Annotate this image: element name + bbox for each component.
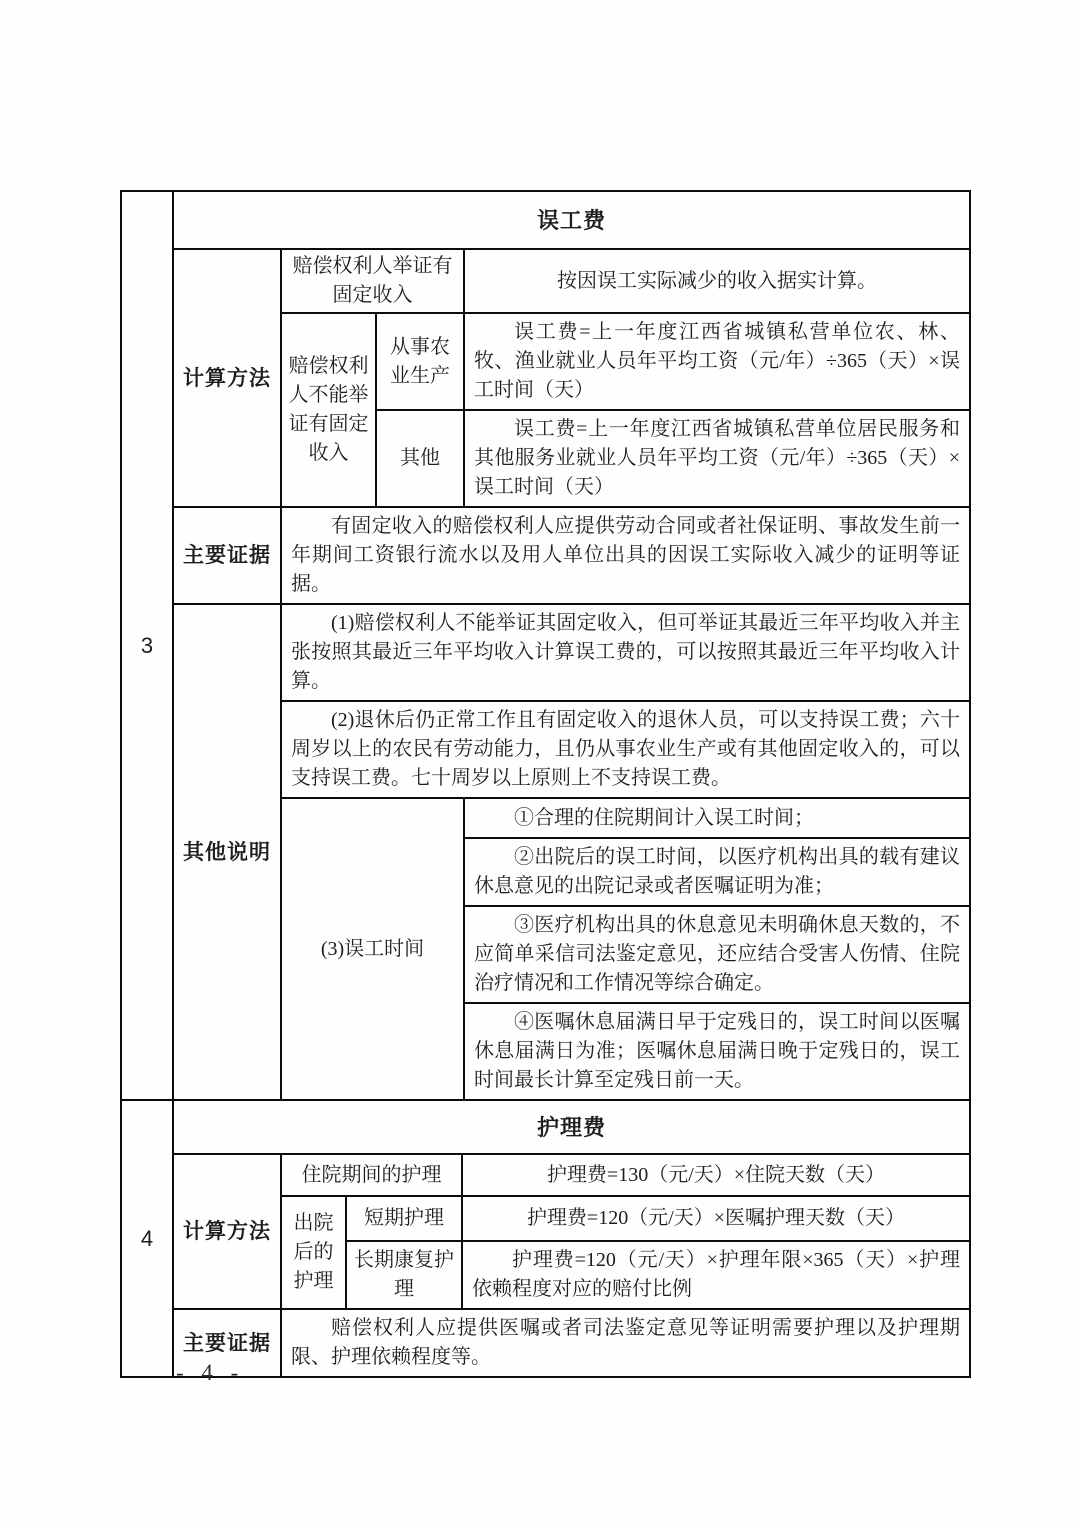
row-number-4: 4 xyxy=(121,1100,173,1377)
note-3-item-4: ④医嘱休息届满日早于定残日的，误工时间以医嘱休息届满日为准；医嘱休息届满日晚于定残日的，误工时间最长计算至定残日前一天。 xyxy=(464,1003,970,1100)
calc-method-label-2: 计算方法 xyxy=(173,1154,281,1309)
note-1: (1)赔偿权利人不能举证其固定收入，但可举证其最近三年平均收入并主张按照其最近三年平均收入计算误工费的，可以按照其最近三年平均收入计算。 xyxy=(281,604,970,701)
short-term-care-label: 短期护理 xyxy=(346,1196,462,1241)
short-term-care-formula: 护理费=120（元/天）×医嘱护理天数（天） xyxy=(462,1196,970,1241)
calc-method-label: 计算方法 xyxy=(173,249,281,507)
notes-label: 其他说明 xyxy=(173,604,281,1100)
section-title-nursing-fee: 护理费 xyxy=(173,1100,970,1154)
long-term-care-formula: 护理费=120（元/天）×护理年限×365（天）×护理依赖程度对应的赔付比例 xyxy=(462,1241,970,1309)
page-number: - 4 - xyxy=(176,1360,245,1385)
agriculture-formula: 误工费=上一年度江西省城镇私营单位农、林、牧、渔业就业人员年平均工资（元/年）÷365（天）×误工时间（天） xyxy=(464,313,970,410)
fixed-income-label: 赔偿权利人举证有固定收入 xyxy=(281,249,464,313)
long-term-care-label: 长期康复护理 xyxy=(346,1241,462,1309)
agriculture-label: 从事农业生产 xyxy=(376,313,464,410)
hospital-care-label: 住院期间的护理 xyxy=(281,1154,462,1196)
evidence-text-2: 赔偿权利人应提供医嘱或者司法鉴定意见等证明需要护理以及护理期限、护理依赖程度等。 xyxy=(281,1309,970,1377)
note-3-item-2: ②出院后的误工时间，以医疗机构出具的载有建议休息意见的出院记录或者医嘱证明为准； xyxy=(464,838,970,906)
table-lost-work-fee xyxy=(120,190,971,1101)
row-number-3: 3 xyxy=(121,191,173,1100)
hospital-care-formula: 护理费=130（元/天）×住院天数（天） xyxy=(462,1154,970,1196)
note-3-label: (3)误工时间 xyxy=(281,798,464,1100)
evidence-text: 有固定收入的赔偿权利人应提供劳动合同或者社保证明、事故发生前一年期间工资银行流水以及用人单位出具的因误工实际收入减少的证明等证据。 xyxy=(281,507,970,604)
table-nursing-fee xyxy=(120,1099,971,1378)
evidence-label-2: 主要证据 xyxy=(173,1309,281,1377)
section-title-lost-work-fee: 误工费 xyxy=(173,191,970,249)
discharge-care-label: 出院后的护理 xyxy=(281,1196,346,1309)
evidence-label: 主要证据 xyxy=(173,507,281,604)
note-2: (2)退休后仍正常工作且有固定收入的退休人员，可以支持误工费；六十周岁以上的农民有劳动能力，且仍从事农业生产或有其他固定收入的，可以支持误工费。七十周岁以上原则上不支持误工费。 xyxy=(281,701,970,798)
compensation-tables xyxy=(120,190,969,1378)
fixed-income-rule: 按因误工实际减少的收入据实计算。 xyxy=(464,249,970,313)
other-occupation-formula: 误工费=上一年度江西省城镇私营单位居民服务和其他服务业就业人员年平均工资（元/年）÷365（天）×误工时间（天） xyxy=(464,410,970,507)
note-3-item-1: ①合理的住院期间计入误工时间； xyxy=(464,798,970,838)
other-occupation-label: 其他 xyxy=(376,410,464,507)
no-fixed-income-label: 赔偿权利人不能举证有固定收入 xyxy=(281,313,376,507)
note-3-item-3: ③医疗机构出具的休息意见未明确休息天数的，不应简单采信司法鉴定意见，还应结合受害人伤情、住院治疗情况和工作情况等综合确定。 xyxy=(464,906,970,1003)
